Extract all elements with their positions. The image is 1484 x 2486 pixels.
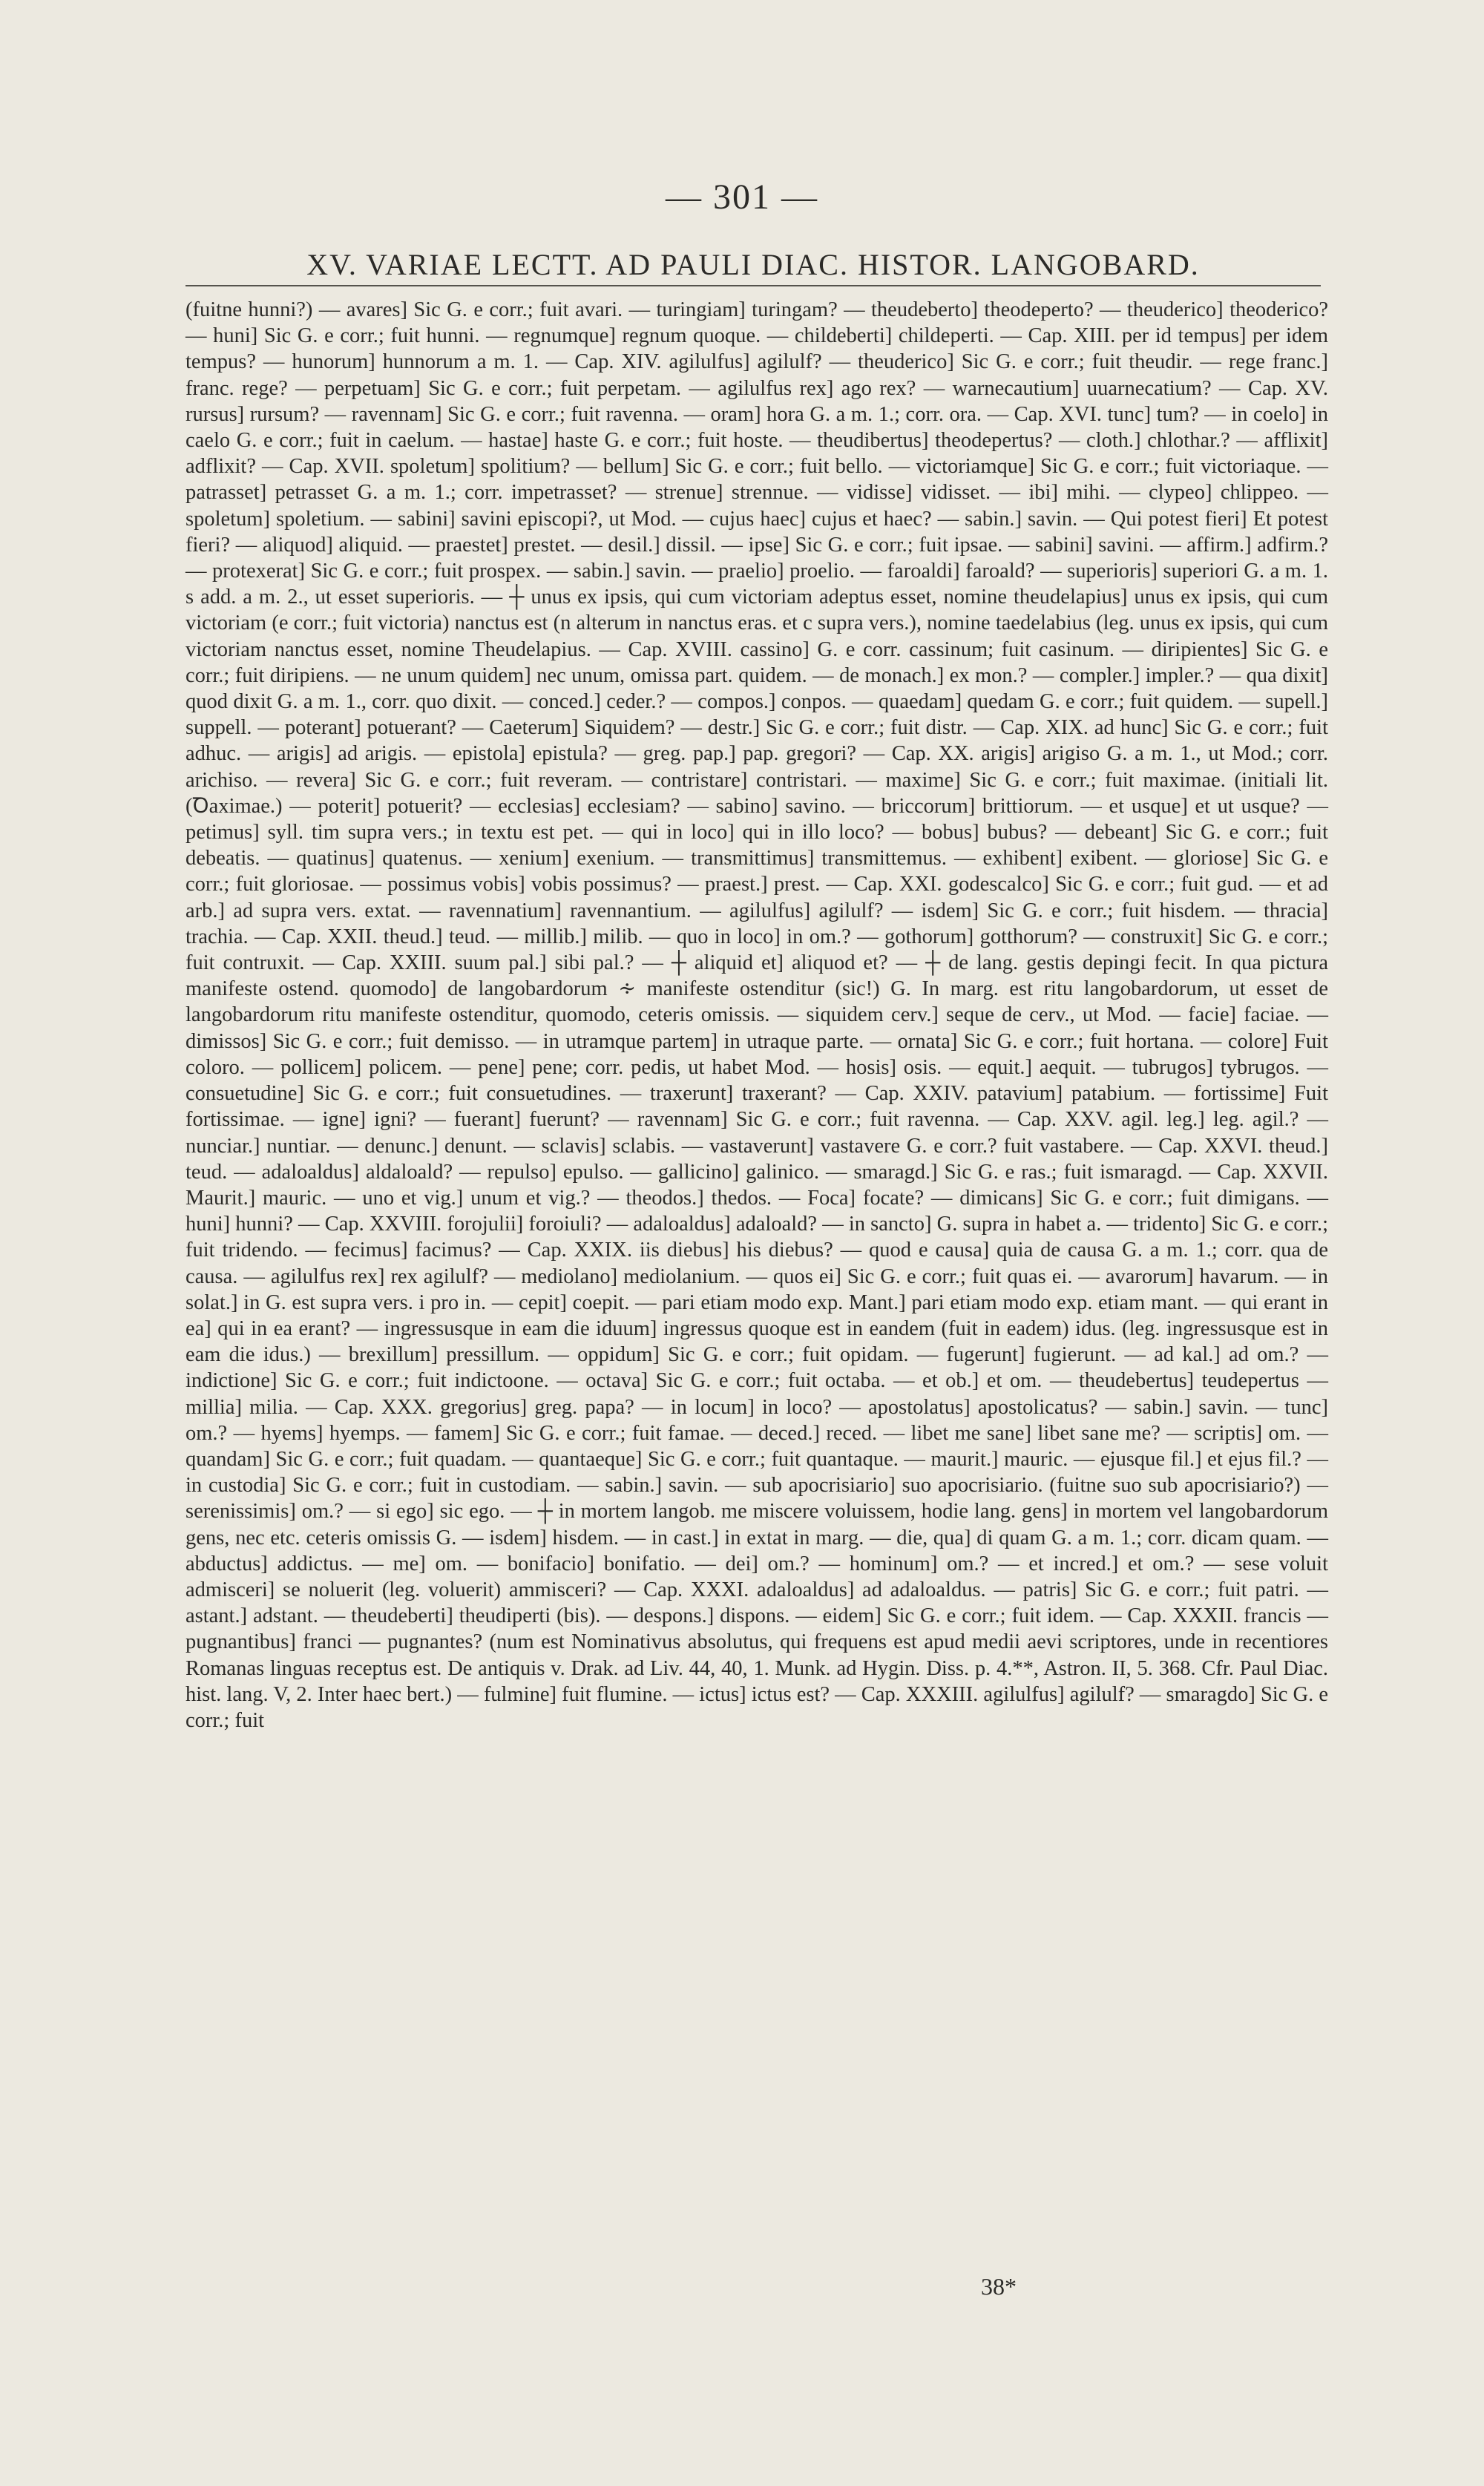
apparatus-paragraph: (fuitne hunni?) — avares] Sic G. e corr.; fuit avari. — turingiam] turingam? — theudeberto] theodeperto? — theuderico] theoderico? — huni] Sic G. e corr.; fuit hunni. — regnumque] regnum quoque. — childeberti] childeperti. — Cap. XIII. per id tempus] per idem tempus? — hunorum] hunnorum a m. 1. — Cap. XIV. agilulfus] agilulf? — theuderico] Sic G. e corr.; fuit theudir. — rege franc.] franc. rege? — perpetuam] Sic G. e corr.; fuit perpetam. — agilulfus rex] ago rex? — warnecautium] uuarnecatium? — Cap. XV. rursus] rursum? — ravennam] Sic G. e corr.; fuit ravenna. — oram] hora G. a m. 1.; corr. ora. — Cap. XVI. tunc] tum? — in coelo] in caelo G. e corr.; fuit in caelum. — hastae] haste G. e corr.; fuit hoste. — theudibertus] theodepertus? — cloth.] chlothar.? — afflixit] adflixit? — Cap. XVII. spoletum] spolitium? — bellum] Sic G. e corr.; fuit bello. — victoriamque] Sic G. e corr.; fuit victoriaque. — patrasset] petrasset G. a m. 1.; corr. impetrasset? — strenue] strennue. — vidisse] vidisset. — ibi] mihi. — clypeo] chlippeo. — spoletum] spoletium. — sabini] savini episcopi?, ut Mod. — cujus haec] cujus et haec? — sabin.] savin. — Qui potest fieri] Et potest fieri? — aliquod] aliquid. — praestet] prestet. — desil.] dissil. — ipse] Sic G. e corr.; fuit ipsae. — sabini] savini. — affirm.] adfirm.? — protexerat] Sic G. e corr.; fuit prospex. — sabin.] savin. — praelio] proelio. — faroaldi] faroald? — superioris] superiori G. a m. 1. s add. a m. 2., ut esset superioris. — ┼ unus ex ipsis, qui cum victoriam adeptus esset, nomine theudelapius] unus ex ipsis, qui cum victoriam (e corr.; fuit victoria) nanctus est (n alterum in nanctus eras. et c supra vers.), nomine taedelabius (leg. unus ex ipsis, qui cum victoriam nanctus esset, nomine Theudelapius. — Cap. XVIII. cassino] G. e corr. cassinum; fuit casinum. — diripientes] Sic G. e corr.; fuit diripiens. — ne unum quidem] nec unum, omissa part. quidem. — de monach.] ex mon.? — compler.] impler.? — qua dixit] quod dixit G. a m. 1., corr. quo dixit. — conced.] ceder.? — compos.] conpos. — quaedam] quedam G. e corr.; fuit quidem. — supell.] suppell. — poterant] potuerant? — Caeterum] Siquidem? — destr.] Sic G. e corr.; fuit distr. — Cap. XIX. ad hunc] Sic G. e corr.; fuit adhuc. — arigis] ad arigis. — epistola] epistula? — greg. pap.] pap. gregori? — Cap. XX. arigis] arigiso G. a m. 1., ut Mod.; corr. arichiso. — revera] Sic G. e corr.; fuit reveram. — contristare] contristari. — maxime] Sic G. e corr.; fuit maximae. (initiali lit. (Ꝺaximae.) — poterit] potuerit? — ecclesias] ecclesiam? — sabino] savino. — briccorum] brittiorum. — et usque] et ut usque? — petimus] syll. tim supra vers.; in textu est pet. — qui in loco] qui in illo loco? — bobus] bubus? — debeant] Sic G. e corr.; fuit debeatis. — quatinus] quatenus. — xenium] exenium. — transmittimus] transmittemus. — exhibent] exibent. — gloriose] Sic G. e corr.; fuit gloriosae. — possimus vobis] vobis possimus? — praest.] prest. — Cap. XXI. godescalco] Sic G. e corr.; fuit gud. — et ad arb.] ad supra vers. extat. — ravennatium] ravennantium. — agilulfus] agilulf? — isdem] Sic G. e corr.; fuit hisdem. — thracia] trachia. — Cap. XXII. theud.] teud. — millib.] milib. — quo in loco] in om.? — gothorum] gotthorum? — construxit] Sic G. e corr.; fuit contruxit. — Cap. XXIII. suum pal.] sibi pal.? — ┼ aliquid et] aliquod et? — ┼ de lang. gestis depingi fecit. In qua pictura manifeste ostend. quomodo] de langobardorum ∻ manifeste ostenditur (sic!) G. In marg. est ritu langobardorum, ut esset de langobardorum ritu manifeste ostenditur, quomodo, ceteris omissis. — siquidem cerv.] seque de cerv., ut Mod. — facie] faciae. — dimissos] Sic G. e corr.; fuit demisso. — in utramque partem] in utraque parte. — ornata] Sic G. e corr.; fuit hortana. — colore] Fuit coloro. — pollicem] policem. — pene] pene; corr. pedis, ut habet Mod. — hosis] osis. — equit.] aequit. — tubrugos] tybrugos. — consuetudine] Sic G. e corr.; fuit consuetudines. — traxerunt] traxerant? — Cap. XXIV. patavium] patabium. — fortissime] Fuit fortissimae. — igne] igni? — fuerant] fuerunt? — ravennam] Sic G. e corr.; fuit ravenna. — Cap. XXV. agil. leg.] leg. agil.? — nunciar.] nuntiar. — denunc.] denunt. — sclavis] sclabis. — vastaverunt] vastavere G. e corr.? fuit vastabere. — Cap. XXVI. theud.] teud. — adaloaldus] aldaloald? — repulso] epulso. — gallicino] galinico. — smaragd.] Sic G. e ras.; fuit ismaragd. — Cap. XXVII. Maurit.] mauric. — uno et vig.] unum et vig.? — theodos.] thedos. — Foca] focate? — dimicans] Sic G. e corr.; fuit dimigans. — huni] hunni? — Cap. XXVIII. forojulii] foroiuli? — adaloaldus] adaloald? — in sancto] G. supra in habet a. — tridento] Sic G. e corr.; fuit tridendo. — fecimus] facimus? — Cap. XXIX. iis diebus] his diebus? — quod e causa] quia de causa G. a m. 1.; corr. qua de causa. — agilulfus rex] rex agilulf? — mediolano] mediolanium. — quos ei] Sic G. e corr.; fuit quas ei. — avarorum] havarum. — in solat.] in G. est supra vers. i pro in. — cepit] coepit. — pari etiam modo exp. Mant.] pari etiam modo exp. etiam mant. — qui erant in ea] qui in ea erant? — ingressusque in eam die iduum] ingressus quoque est in eandem (fuit in eadem) idus. (leg. ingressusque est in eam die idus.) — brexillum] pressillum. — oppidum] Sic G. e corr.; fuit opidam. — fugerunt] fugierunt. — ad kal.] ad om.? — indictione] Sic G. e corr.; fuit indictoone. — octava] Sic G. e corr.; fuit octaba. — et ob.] et om. — theudebertus] teudepertus — millia] milia. — Cap. XXX. gregorius] greg. papa? — in locum] in loco? — apostolatus] apostolicatus? — sabin.] savin. — tunc] om.? — hyems] hyemps. — famem] Sic G. e corr.; fuit famae. — deced.] reced. — libet me sane] libet sane me? — scriptis] om. — quandam] Sic G. e corr.; fuit quadam. — quantaeque] Sic G. e corr.; fuit quantaque. — maurit.] mauric. — ejusque fil.] et ejus fil.? — in custodia] Sic G. e corr.; fuit in custodiam. — sabin.] savin. — sub apocrisiario] suo apocrisiario. (fuitne suo sub apocrisiario?) — serenissimis] om.? — si ego] sic ego. — ┼ in mortem langob. me miscere voluissem, hodie lang. gens] in mortem vel langobardorum gens, nec etc. ceteris omissis G. — isdem] hisdem. — in cast.] in extat in marg. — die, qua] di quam G. a m. 1.; corr. dicam quam. — abductus] addictus. — me] om. — bonifacio] bonifatio. — dei] om.? — hominum] om.? — et incred.] et om.? — sese voluit admisceri] se noluerit (leg. voluerit) ammisceri? — Cap. XXXI. adaloaldus] ad adaloaldus. — patris] Sic G. e corr.; fuit patri. — astant.] adstant. — theudeberti] theudiperti (bis). — despons.] dispons. — eidem] Sic G. e corr.; fuit idem. — Cap. XXXII. francis — pugnantibus] franci — pugnantes? (num est Nominativus absolutus, qui frequens est apud medii aevi scriptores, unde in recentiores Romanas linguas receptus est. De antiquis v. Drak. ad Liv. 44, 40, 1. Munk. ad Hygin. Diss. p. 4.**, Astron. II, 5. 368. Cfr. Paul Diac. hist. lang. V, 2. Inter haec bert.) — fulmine] fuit flumine. — ictus] ictus est? — Cap. XXXIII. agilulfus] agilulf? — smaragdo] Sic G. e corr.; fuit: [186, 298, 1328, 1732]
section-heading: XV. VARIAE LECTT. AD PAULI DIAC. HISTOR. LANGOBARD.: [186, 247, 1321, 286]
signature-mark: 38*: [981, 2273, 1017, 2300]
critical-apparatus: [186, 297, 1328, 1734]
page-number: — 301 —: [666, 177, 818, 217]
